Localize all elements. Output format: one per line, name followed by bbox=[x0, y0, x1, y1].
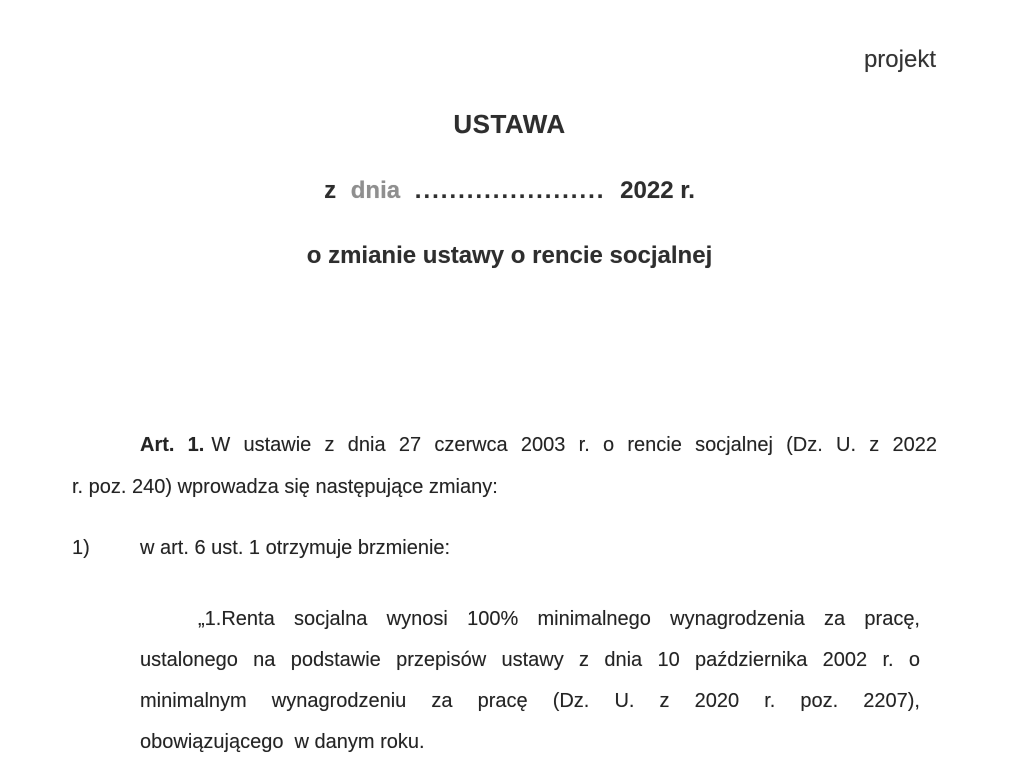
date-year: 2022 r. bbox=[620, 177, 695, 204]
date-prefix: z bbox=[324, 177, 337, 204]
list-item-1-number: 1) bbox=[72, 537, 90, 559]
quote-line-2: ustalonego na podstawie przepisów ustawy z dnia 10 października 2002 r. o bbox=[140, 649, 920, 671]
article-1-paragraph bbox=[72, 424, 937, 508]
quote-line-4: obowiązującego w danym roku. bbox=[140, 731, 425, 753]
date-line bbox=[0, 177, 1019, 205]
quote-line-1: „1.Renta socjalna wynosi 100% minimalnego wynagrodzenia za pracę, bbox=[198, 608, 920, 630]
date-dotted-blank: ...................... bbox=[414, 177, 606, 204]
article-1-line-2: r. poz. 240) wprowadza się następujące zmiany: bbox=[72, 476, 498, 498]
corner-label-projekt: projekt bbox=[863, 46, 936, 73]
document-title: USTAWA bbox=[453, 109, 566, 139]
list-item-1-text: w art. 6 ust. 1 otrzymuje brzmienie: bbox=[140, 537, 451, 559]
article-1-line-1-text: W ustawie z dnia 27 czerwca 2003 r. o rencie socjalnej (Dz. U. z 2022 bbox=[211, 434, 937, 456]
quoted-provision bbox=[140, 599, 920, 763]
list-item-1 bbox=[72, 527, 937, 569]
quote-line-3: minimalnym wynagrodzeniu za pracę (Dz. U. z 2020 r. poz. 2207), bbox=[140, 690, 920, 712]
date-word-dnia: dnia bbox=[350, 177, 401, 204]
article-1-line-1 bbox=[72, 424, 937, 466]
article-1-label: Art. 1. bbox=[140, 434, 205, 456]
document-subtitle: o zmianie ustawy o rencie socjalnej bbox=[306, 242, 713, 269]
